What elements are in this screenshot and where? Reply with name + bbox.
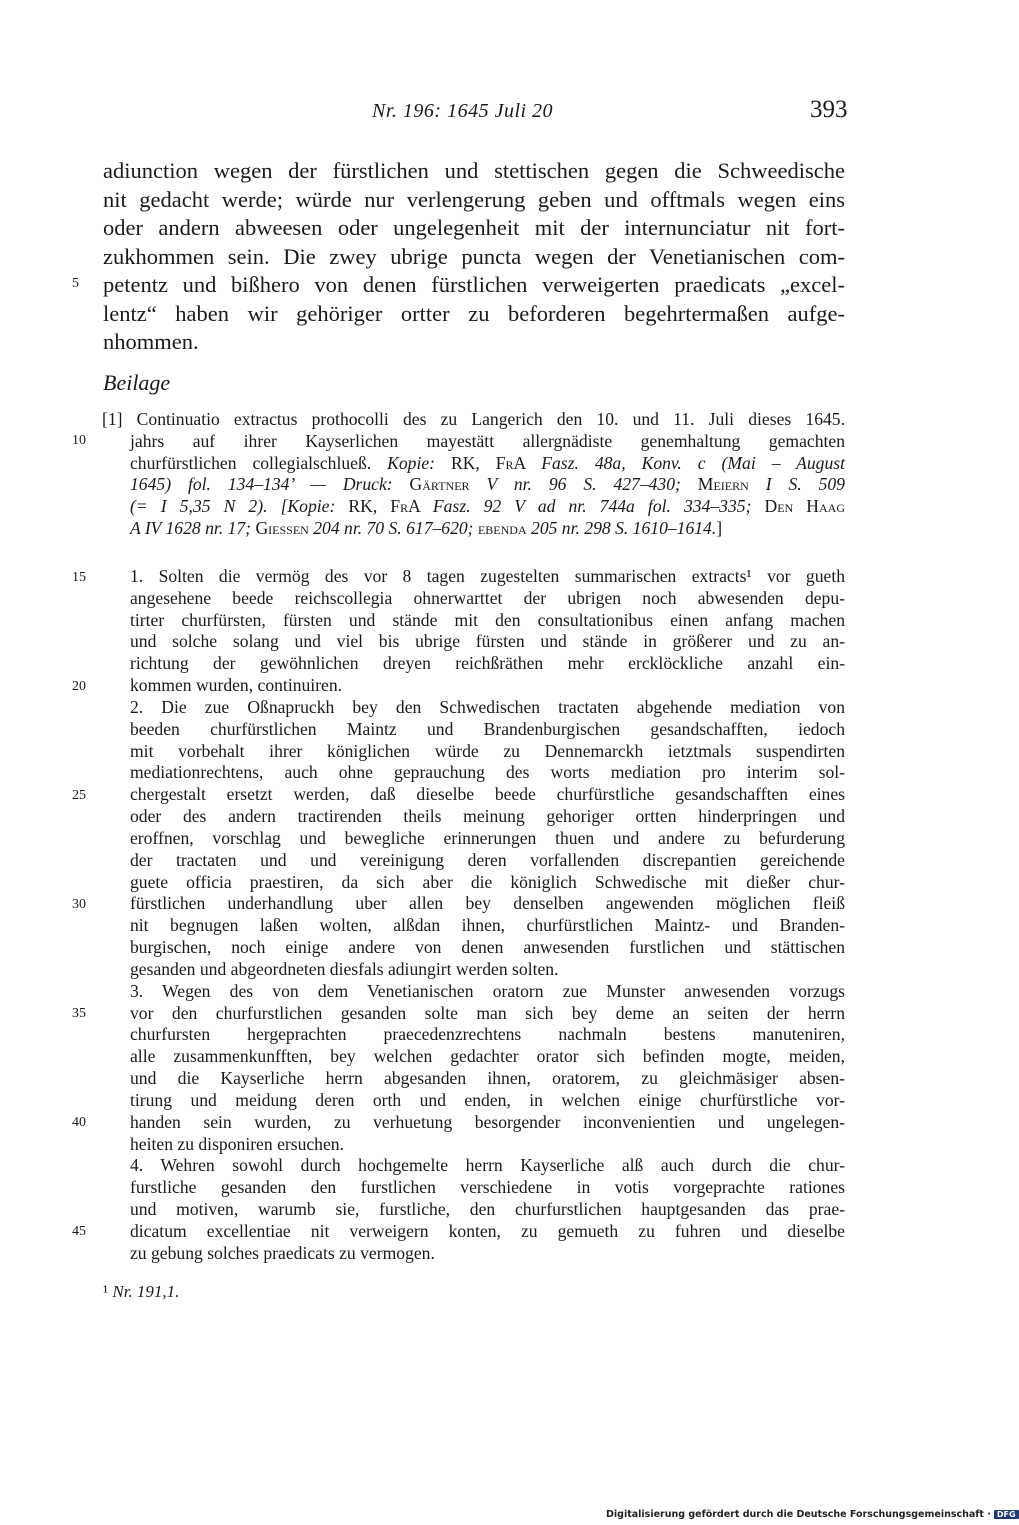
text-line: nhommen. bbox=[103, 329, 199, 354]
source-text: (= I 5,35 N 2). [Kopie: bbox=[130, 496, 336, 517]
text-line: adiunction wegen der fürstlichen und stettischen gegen die Schweedische bbox=[103, 158, 845, 183]
text-line: tirung und meidung deren orth und enden, in welchen einige churfürstliche vor- bbox=[130, 1089, 845, 1110]
text-line: fürstlichen underhandlung uber allen bey denselben angewenden möglichen fleiß bbox=[130, 893, 845, 914]
line-number: 20 bbox=[72, 679, 86, 694]
source-line bbox=[130, 474, 845, 496]
text-line: 3. Wegen des von dem Venetianischen oratorn zue Munster anwesenden vorzugs bbox=[130, 980, 845, 1001]
footnote-mark: ¹ bbox=[103, 1282, 109, 1301]
source-text: 1645) fol. 134–134’ — Druck: bbox=[130, 474, 393, 495]
text-line: beeden churfürstlichen Maintz und Brandenburgischen gesandschafften, iedoch bbox=[130, 718, 845, 739]
text-line: oder andern abweesen oder ungelegenheit mit der internunciatur nit fort- bbox=[103, 215, 845, 240]
source-line bbox=[130, 496, 845, 518]
source-text: Fasz. 48a, Konv. c (Mai – August bbox=[541, 452, 845, 473]
source-text: A IV 1628 nr. 17; bbox=[130, 517, 252, 538]
protocol-body bbox=[130, 566, 845, 1265]
source-text: Kopie: bbox=[387, 452, 436, 473]
source-text: churfürstlichen collegialschlueß. bbox=[130, 452, 388, 473]
source-text: Meiern bbox=[680, 474, 766, 495]
text-line: vor den churfurstlichen gesanden solte man sich bey deme an seiten der herrn bbox=[130, 1002, 845, 1023]
source-text: Gärtner bbox=[392, 474, 487, 495]
text-line: mediationrechtens, auch ohne geprauchung des worts mediation pro interim sol- bbox=[130, 762, 845, 783]
text-line: guete officia praestiren, da sich aber die königlich Schwedische mit dießer chur- bbox=[130, 871, 845, 892]
source-text: 204 nr. 70 S. 617–620; bbox=[313, 517, 474, 538]
text-line: furstliche gesanden den furstlichen verschiedene in votis vorgeprachte rationes bbox=[130, 1177, 845, 1198]
credit-text: Digitalisierung gefördert durch die Deutsche Forschungsgemeinschaft · bbox=[606, 1509, 991, 1520]
text-line: petentz und bißhero von denen fürstlichen verweigerten praedicats „excel- bbox=[103, 272, 845, 297]
text-line: chergestalt ersetzt werden, daß dieselbe beede churfürstliche gesandschafften eines bbox=[130, 784, 845, 805]
text-line: oder des andern tractirenden theils meinung gehoriger ortten hinderpringen und bbox=[130, 806, 845, 827]
text-line: 1. Solten die vermög des vor 8 tagen zugestelten summarischen extracts¹ vor gueth bbox=[130, 566, 845, 586]
header-title: Nr. 196: 1645 Juli 20 bbox=[372, 100, 554, 122]
source-text: RK, FrA bbox=[335, 496, 433, 517]
page-number: 393 bbox=[810, 96, 848, 123]
source-note bbox=[102, 409, 846, 540]
text-line: handen sein wurden, zu verhuetung besorgender inconvenientien und ungelegen- bbox=[130, 1111, 845, 1132]
digitization-credit bbox=[606, 1509, 1019, 1520]
source-text: 205 nr. 298 S. 1610–1614. bbox=[531, 517, 717, 538]
text-line: zukhommen sein. Die zwey ubrige puncta wegen der Venetianischen com- bbox=[103, 243, 845, 269]
text-line: richtung der gewöhnlichen dreyen reichßräthen mehr ercklöckliche anzahl ein- bbox=[130, 653, 845, 674]
text-line: kommen wurden, continuiren. bbox=[130, 675, 343, 696]
source-line bbox=[130, 518, 845, 540]
source-line: jahrs auf ihrer Kayserlichen mayestätt allergnädiste genemhaltung gemachten bbox=[130, 430, 845, 451]
text-line: 2. Die zue Oßnapruckh bey den Schwedischen tractaten abgehende mediation von bbox=[130, 696, 845, 717]
text-line: gesanden und abgeordneten diesfals adiungirt werden solten. bbox=[130, 958, 559, 979]
footnote bbox=[103, 1282, 179, 1302]
text-line: lentz“ haben wir gehöriger ortter zu beforderen begehrtermaßen aufge- bbox=[103, 300, 845, 326]
text-line: nit gedacht werde; würde nur verlengerung geben und offtmals wegen eins bbox=[103, 186, 845, 212]
source-line: [1] Continuatio extractus prothocolli des zu Langerich den 10. und 11. Juli dieses 1645. bbox=[102, 409, 845, 429]
section-heading: Beilage bbox=[103, 370, 171, 395]
text-line: churfursten hergeprachten praecedenzrechtens nachmaln bestens manuteniren, bbox=[130, 1024, 845, 1045]
text-line: und die Kayserliche herrn abgesanden ihnen, oratorem, zu gleichmäsiger absen- bbox=[130, 1068, 845, 1089]
source-line bbox=[130, 453, 845, 475]
text-line: burgischen, noch einige andere von denen anwesenden furstlichen und stättischen bbox=[130, 937, 845, 958]
text-line: und solche solang und viel bis ubrige fürsten und stände in größerer und zu an- bbox=[130, 631, 845, 652]
text-line: tirter churfürsten, fürsten und stände mit den consultationibus einen anfang machen bbox=[130, 609, 845, 630]
source-text: Den Haag bbox=[751, 496, 846, 517]
footnote-text: Nr. 191,1. bbox=[112, 1282, 180, 1301]
source-text: ] bbox=[716, 517, 723, 538]
source-text: I S. 509 bbox=[765, 474, 845, 495]
line-number: 10 bbox=[72, 433, 86, 448]
text-line: 4. Wehren sowohl durch hochgemelte herrn Kayserliche alß auch durch die chur- bbox=[130, 1155, 845, 1176]
text-line: dicatum excellentiae nit verweigern konten, zu gemueth zu fuhren und dieselbe bbox=[130, 1220, 845, 1241]
line-number: 15 bbox=[72, 570, 86, 585]
line-number: 45 bbox=[72, 1224, 86, 1239]
text-line: und motiven, warumb sie, furstliche, den churfurstlichen hauptgesanden das prae- bbox=[130, 1199, 845, 1220]
text-line: eroffnen, vorschlag und bewegliche erinnerungen thuen und andere zu befurderung bbox=[130, 827, 845, 848]
line-number: 30 bbox=[72, 897, 86, 912]
source-text: V nr. 96 S. 427–430; bbox=[486, 474, 681, 495]
line-number: 25 bbox=[72, 788, 86, 803]
source-text: Giessen bbox=[251, 517, 314, 538]
line-number: 5 bbox=[72, 276, 79, 291]
text-line: nit begnugen laßen wolten, alßdan ihnen, churfürstlichen Maintz- und Branden- bbox=[130, 915, 845, 936]
text-line: heiten zu disponiren ersuchen. bbox=[130, 1133, 344, 1154]
source-text: RK, FrA bbox=[435, 452, 542, 473]
text-line: angesehene beede reichscollegia ohnerwarttet der ubrigen noch abwesenden depu- bbox=[130, 587, 845, 608]
source-text: Fasz. 92 V ad nr. 744a fol. 334–335; bbox=[432, 496, 752, 517]
text-line: der tractaten und und vereinigung deren vorfallenden discrepantien gereichende bbox=[130, 849, 845, 870]
dfg-logo: DFG bbox=[994, 1510, 1019, 1519]
line-number: 40 bbox=[72, 1115, 86, 1130]
source-text: ebenda bbox=[473, 517, 532, 538]
text-line: alle zusammenkunfften, bey welchen gedachter orator sich befinden mogte, meiden, bbox=[130, 1046, 845, 1067]
running-header bbox=[0, 96, 1000, 132]
text-line: mit vorbehalt ihrer königlichen würde zu Dennemarckh ietztmals suspendirten bbox=[130, 740, 845, 761]
line-number: 35 bbox=[72, 1006, 86, 1021]
intro-paragraph bbox=[103, 157, 845, 357]
text-line: zu gebung solches praedicats zu vermogen. bbox=[130, 1242, 435, 1263]
